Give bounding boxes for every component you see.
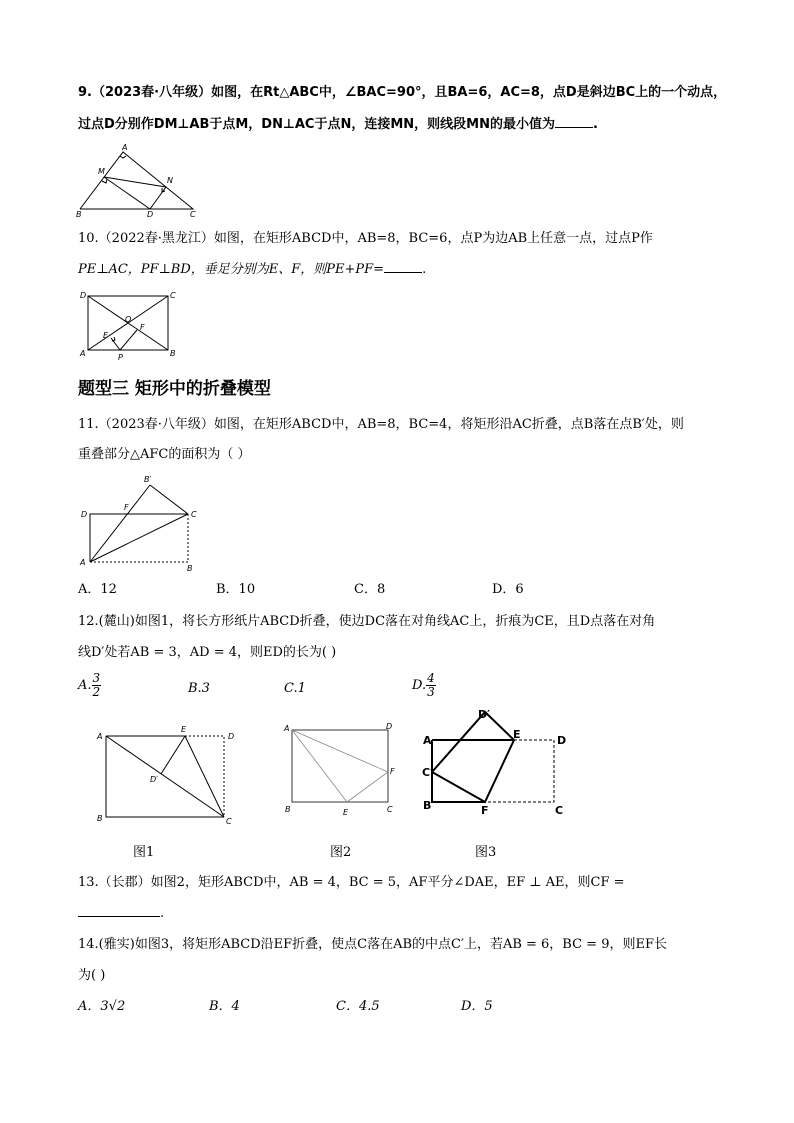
q11-option-a[interactable]: A．12 bbox=[78, 582, 117, 597]
q11-label-bprime: B′ bbox=[144, 475, 152, 484]
q9-label-c: C bbox=[190, 210, 196, 219]
q12-fig3-label-cprime: C′ bbox=[422, 766, 433, 779]
q12-line1: 12.(麓山)如图1，将长方形纸片ABCD折叠，使边DC落在对角线AC上，折痕为CE，且D点落在对角 bbox=[78, 614, 656, 629]
q9-line1: 9.（2023春·八年级）如图，在Rt△ABC中，∠BAC=90°，且BA=6，AC=8，点D是斜边BC上的一个动点， bbox=[78, 85, 727, 100]
q12-option-b[interactable]: B.3 bbox=[188, 681, 210, 696]
q14-line1: 14.(雅实)如图3，将矩形ABCD沿EF折叠，使点C落在AB的中点C′上，若AB = 6，BC = 9，则EF长 bbox=[78, 937, 667, 952]
q12-figure2 bbox=[282, 722, 407, 822]
q12-fig3-label-b: B bbox=[423, 799, 432, 812]
q9-line2-text: 过点D分别作DM⊥AB于点M，DN⊥AC于点N，连接MN，则线段MN的最小值为 bbox=[78, 117, 555, 132]
q12-fig3-label-dprime: D′ bbox=[478, 708, 491, 721]
q12-fig1-label-b: B bbox=[97, 814, 103, 823]
q9-label-d: D bbox=[147, 210, 154, 219]
q10-label-a: A bbox=[80, 349, 86, 358]
q11-line2: 重叠部分△AFC的面积为（ ） bbox=[78, 447, 251, 462]
q10-label-f: F bbox=[140, 323, 145, 332]
q10-label-o: O bbox=[125, 315, 132, 324]
q12-fig1-label-a: A bbox=[97, 732, 103, 741]
q12-caption-fig2: 图2 bbox=[330, 845, 352, 860]
q10-label-b: B bbox=[170, 349, 176, 358]
q13-line2 bbox=[78, 904, 164, 923]
q9-label-a: A bbox=[122, 143, 128, 152]
q12-fig3-label-c: C bbox=[555, 804, 564, 817]
q10-label-d: D bbox=[80, 291, 87, 300]
q11-label-a: A bbox=[80, 558, 86, 567]
q12-fig3-label-d: D bbox=[557, 734, 567, 747]
q10-period: . bbox=[422, 262, 427, 277]
q12-figure1 bbox=[96, 722, 246, 827]
q12-fig2-label-e: E bbox=[343, 808, 349, 817]
q10-label-e: E bbox=[103, 331, 109, 340]
q12-fig1-label-d: D bbox=[228, 732, 235, 741]
q12-option-a-prefix: A. bbox=[78, 678, 92, 693]
q10-line2 bbox=[78, 260, 426, 279]
q11-label-d: D bbox=[81, 510, 88, 519]
q12-option-c[interactable]: C.1 bbox=[284, 681, 306, 696]
q12-fig2-label-d: D bbox=[386, 722, 393, 731]
q9-label-n: N bbox=[167, 176, 173, 185]
q9-answer-blank[interactable] bbox=[555, 115, 593, 128]
q12-fig2-label-b: B bbox=[285, 805, 291, 814]
q11-label-c: C bbox=[191, 510, 197, 519]
q12-caption-fig1: 图1 bbox=[133, 845, 155, 860]
q12-option-d-prefix: D. bbox=[412, 678, 427, 693]
q12-option-a[interactable] bbox=[78, 672, 101, 699]
q10-answer-blank[interactable] bbox=[384, 260, 422, 273]
q12-line2: 线D′处若AB = 3，AD = 4，则ED的长为( ) bbox=[78, 645, 337, 660]
q11-option-d[interactable]: D．6 bbox=[492, 582, 524, 597]
q14-option-a[interactable]: A．3√2 bbox=[78, 999, 126, 1014]
q12-fig3-label-e: E bbox=[513, 728, 521, 741]
q12-fig3-label-a: A bbox=[423, 734, 432, 747]
q12-option-a-num: 3 bbox=[92, 671, 101, 685]
q12-option-a-fraction bbox=[92, 672, 102, 699]
q14-option-c[interactable]: C．4.5 bbox=[336, 999, 380, 1014]
q10-label-c: C bbox=[170, 291, 176, 300]
q10-line2-text: PE⊥AC，PF⊥BD，垂足分别为E、F，则PE+PF= bbox=[78, 262, 385, 277]
q12-option-d-num: 4 bbox=[427, 671, 435, 685]
q9-period: . bbox=[592, 117, 598, 132]
q12-figure3 bbox=[420, 706, 580, 816]
q12-option-d-fraction bbox=[426, 672, 436, 699]
q11-figure bbox=[78, 473, 203, 573]
q9-line2 bbox=[78, 115, 598, 134]
q11-option-c[interactable]: C．8 bbox=[354, 582, 386, 597]
q14-line2: 为( ) bbox=[78, 968, 106, 983]
q13-line1: 13.（长郡）如图2，矩形ABCD中，AB = 4，BC = 5，AF平分∠DAE，EF ⊥ AE，则CF = bbox=[78, 875, 625, 890]
q13-period: . bbox=[160, 906, 165, 921]
q10-figure bbox=[80, 288, 180, 360]
q12-fig1-label-c: C bbox=[226, 817, 232, 826]
q9-label-m: M bbox=[98, 167, 105, 176]
section-title: 题型三 矩形中的折叠模型 bbox=[78, 379, 271, 399]
q11-label-f: F bbox=[124, 503, 129, 512]
q12-fig2-label-c: C bbox=[387, 805, 393, 814]
q12-fig1-label-dprime: D′ bbox=[150, 775, 158, 784]
q11-label-b: B bbox=[187, 564, 193, 573]
q11-line1: 11.（2023春·八年级）如图，在矩形ABCD中，AB=8，BC=4，将矩形沿AC折叠，点B落在点B′处，则 bbox=[78, 417, 684, 432]
q12-option-a-den: 2 bbox=[92, 685, 101, 699]
q14-option-d[interactable]: D．5 bbox=[461, 999, 493, 1014]
q12-option-d-den: 3 bbox=[427, 685, 435, 699]
q12-fig3-label-f: F bbox=[481, 804, 489, 817]
q10-label-p: P bbox=[118, 353, 123, 362]
q12-fig1-label-e: E bbox=[181, 725, 187, 734]
q9-label-b: B bbox=[76, 210, 82, 219]
q11-option-b[interactable]: B．10 bbox=[216, 582, 256, 597]
q12-fig2-label-a: A bbox=[284, 724, 290, 733]
q12-caption-fig3: 图3 bbox=[475, 845, 497, 860]
q10-line1: 10.（2022春·黑龙江）如图，在矩形ABCD中，AB=8，BC=6，点P为边AB上任意一点，过点P作 bbox=[78, 231, 653, 246]
q14-option-b[interactable]: B．4 bbox=[209, 999, 240, 1014]
q12-option-d[interactable] bbox=[412, 672, 436, 699]
q12-fig2-label-f: F bbox=[390, 767, 395, 776]
q13-answer-blank[interactable] bbox=[78, 904, 160, 917]
q9-figure bbox=[76, 143, 201, 218]
